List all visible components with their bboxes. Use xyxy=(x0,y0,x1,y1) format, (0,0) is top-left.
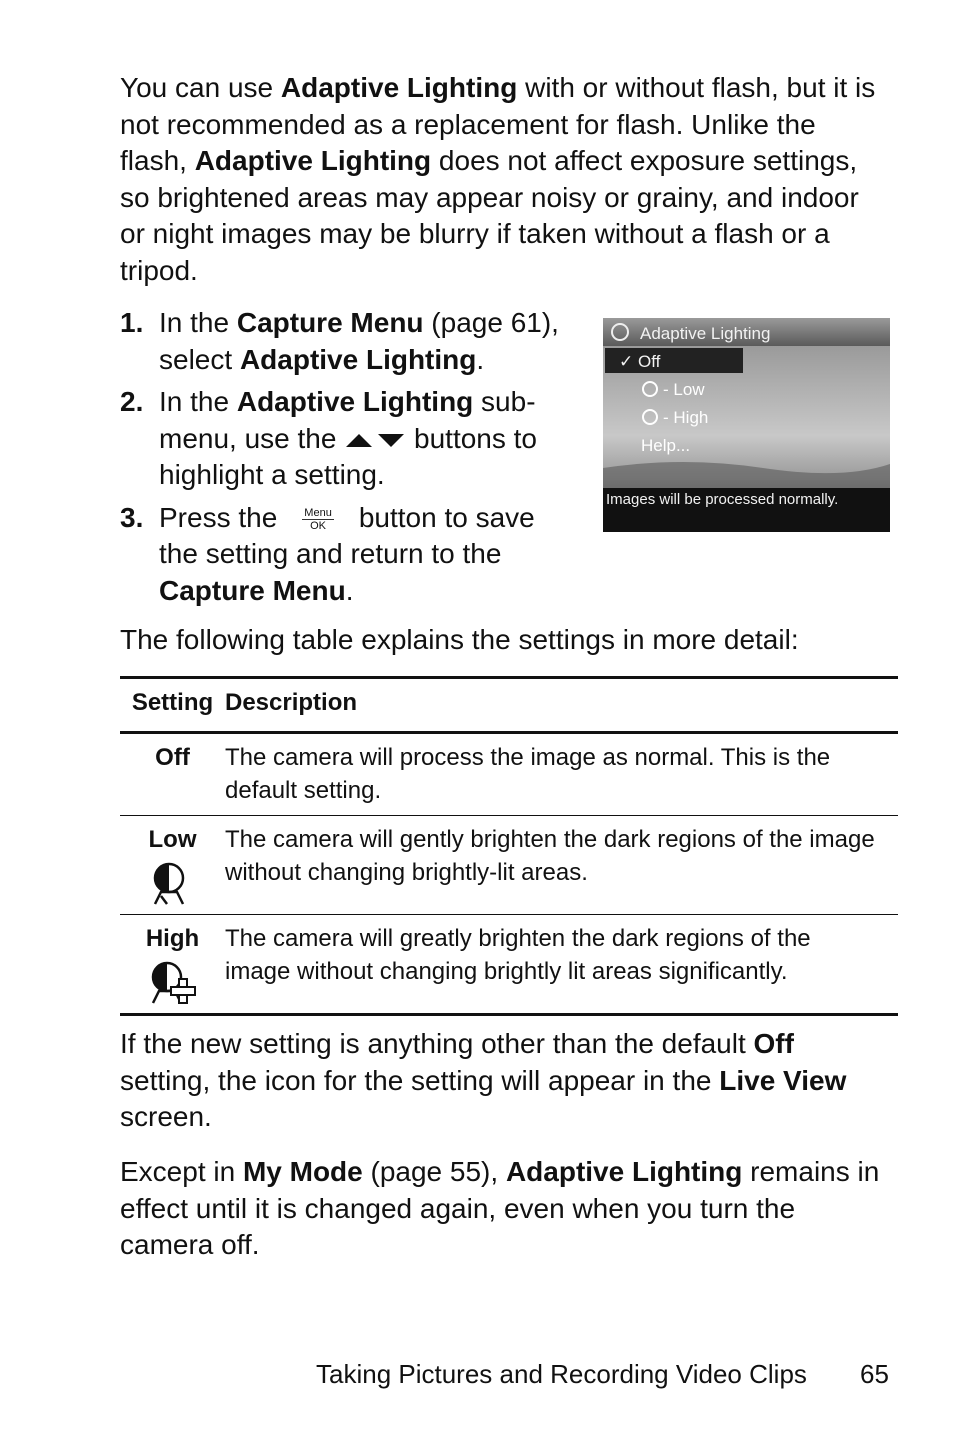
step-text: . xyxy=(345,574,354,606)
menu-label: Menu xyxy=(304,506,332,519)
paragraph-bold: Adaptive Lighting xyxy=(505,1156,743,1187)
paragraph-bold: Off xyxy=(753,1028,794,1059)
screen-option-off: ✓ Off xyxy=(619,352,661,371)
settings-table xyxy=(120,676,898,1016)
intro-bold-1: Adaptive Lighting xyxy=(280,72,518,103)
screen-title: Adaptive Lighting xyxy=(640,324,771,343)
screen-option-help: Help... xyxy=(641,436,691,455)
step-text: Press the xyxy=(159,501,286,533)
table-row xyxy=(120,915,898,1015)
paragraph-text: screen. xyxy=(120,1101,212,1132)
intro-paragraph xyxy=(120,70,890,289)
footer-chapter-title: Taking Pictures and Recording Video Clips xyxy=(316,1359,807,1389)
step-bold: Adaptive Lighting xyxy=(236,386,474,417)
description-cell: The camera will greatly brighten the dark regions of the image without changing brightly lit areas significantly. xyxy=(225,915,898,1015)
table-row xyxy=(120,733,898,816)
step-text: In the xyxy=(159,386,237,417)
step-number: 1. xyxy=(120,307,144,338)
step-bold: Capture Menu xyxy=(236,307,424,338)
paragraph-text: If the new setting is anything other than the default xyxy=(120,1028,754,1059)
intro-text-1: You can use xyxy=(120,72,281,103)
table-header-row xyxy=(120,678,898,733)
my-mode-paragraph xyxy=(120,1154,890,1264)
step-bold: Adaptive Lighting xyxy=(239,343,477,375)
setting-cell xyxy=(120,816,225,915)
paragraph-text: setting, the icon for the setting will appear in the xyxy=(120,1064,720,1096)
setting-name: Low xyxy=(148,826,197,853)
setting-cell xyxy=(120,733,225,816)
paragraph-text: remains in effect until it is changed again, even when you turn the camera off. xyxy=(120,1156,880,1260)
paragraph-text: Except in xyxy=(120,1156,243,1187)
header-setting: Setting xyxy=(120,678,225,733)
camera-screen-image xyxy=(603,318,890,532)
paragraph-bold: My Mode xyxy=(242,1156,363,1187)
up-down-arrows-icon xyxy=(344,430,406,450)
intro-text-2: with or without flash, but it is not recommended as a replacement for flash. Unlike the flash, xyxy=(120,72,876,176)
step-text: In the xyxy=(159,307,237,338)
table-row xyxy=(120,816,898,915)
ok-label: OK xyxy=(310,519,327,532)
step-2 xyxy=(120,384,575,494)
step-text: buttons to highlight a setting. xyxy=(159,422,537,490)
description-cell: The camera will process the image as normal. This is the default setting. xyxy=(225,733,898,816)
step-text: (page 61), select xyxy=(159,307,559,375)
header-description: Description xyxy=(225,678,898,733)
setting-name: Off xyxy=(155,744,190,771)
step-bold: Capture Menu xyxy=(159,574,346,606)
paragraph-bold: Live View xyxy=(719,1064,847,1096)
step-text: button to save the setting and return to the xyxy=(159,501,535,569)
step-text: sub-menu, use the xyxy=(159,386,536,454)
step-number: 2. xyxy=(120,386,144,417)
steps-list xyxy=(120,305,575,615)
page-number: 65 xyxy=(860,1359,889,1389)
step-text: . xyxy=(476,343,485,375)
intro-bold-2: Adaptive Lighting xyxy=(194,145,432,176)
intro-text-3: does not affect exposure settings, so brightened areas may appear noisy or grainy, and indoor or night images may be blurry if taken without a flash or a tripod. xyxy=(120,145,859,286)
description-cell: The camera will gently brighten the dark regions of the image without changing brightly-lit areas. xyxy=(225,816,898,915)
setting-cell xyxy=(120,915,225,1015)
menu-ok-button-icon xyxy=(293,507,343,532)
screen-option-high: - High xyxy=(663,408,709,427)
screen-option-low: - Low xyxy=(663,380,705,399)
step-number: 3. xyxy=(120,501,144,533)
live-view-paragraph xyxy=(120,1026,890,1136)
step-3 xyxy=(120,500,575,610)
screen-status: Images will be processed normally. xyxy=(606,491,839,508)
adaptive-lighting-low-icon xyxy=(147,860,199,906)
adaptive-lighting-high-icon xyxy=(147,959,199,1005)
step-1 xyxy=(120,305,575,378)
setting-name: High xyxy=(145,925,200,952)
paragraph-text: (page 55), xyxy=(362,1156,506,1187)
table-intro: The following table explains the settings in more detail: xyxy=(120,624,799,655)
